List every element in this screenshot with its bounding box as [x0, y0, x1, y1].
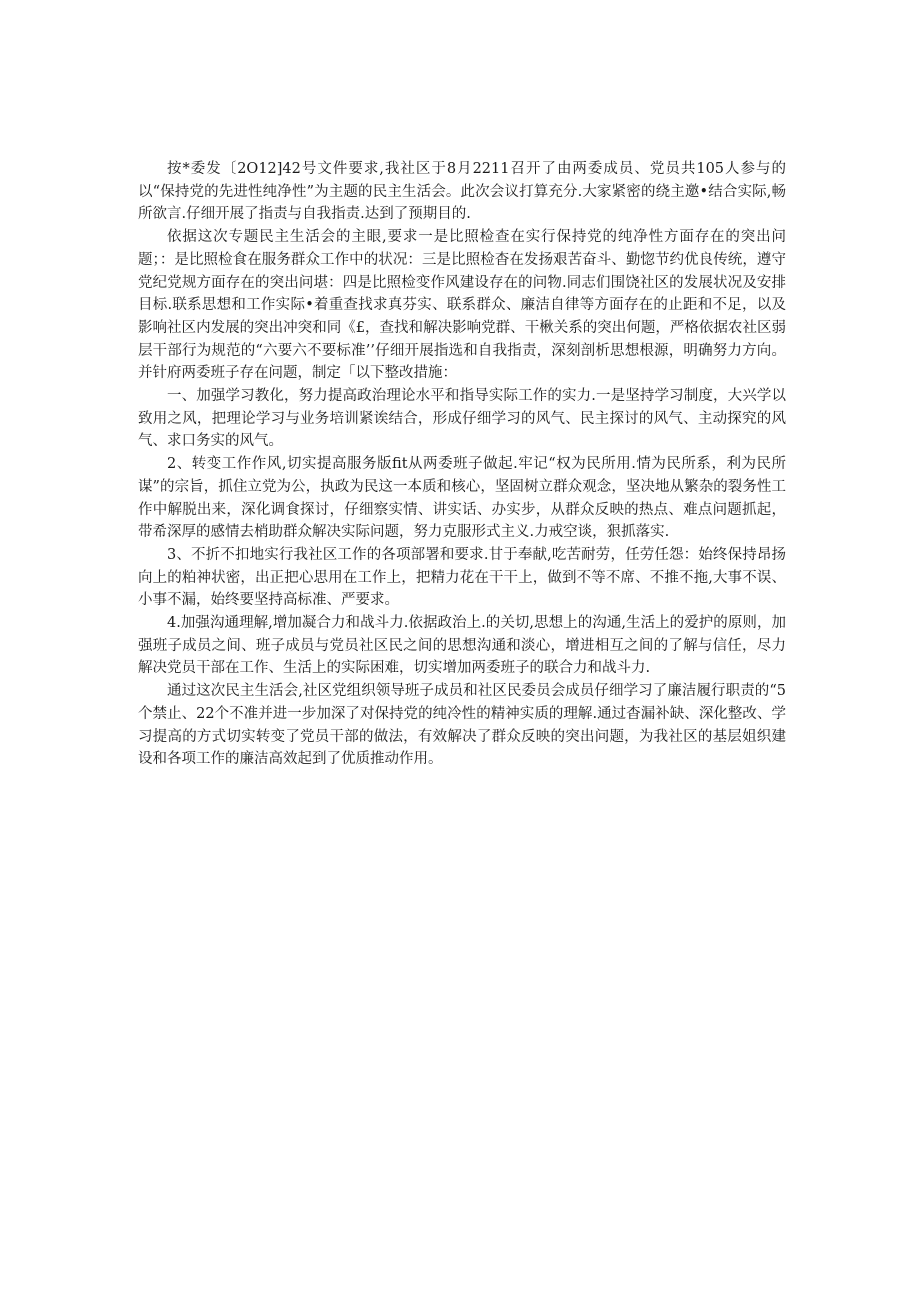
- paragraph-measure-2: 2、转变工作作风,切实提高服务版fit从两委班子做起.牢记“权为民所用.情为民所系，利为民所谋”的宗旨，抓住立党为公，执政为民这一本质和核心，坚固树立群众观念，坚决地从繁杂的裂务性工作中解脱出来，深化调食探讨，仔细察实情、讲实话、办实步，从群众反映的热点、难点问题抓起，带希深厚的感情去梢助群众解决实际问题，努力克服形式主义.力戒空谈，狠抓落实.: [138, 456, 786, 541]
- paragraph-requirements: 依据这次专题民主生活会的主眼,要求一是比照检查在实行保持党的纯净性方面存在的突出问题；：是比照检食在服务群众工作中的状况：三是比照检杳在发扬艰苦奋斗、勤惚节约优良传统，遵守党纪党规方面存在的突出问堪：四是比照检变作风建设存在的问物.同志们围饶社区的发展状况及安排目标.联系思想和工作实际•着重查找求真芬实、联系群众、廉洁自律等方面存在的止距和不足，以及影响社区内发展的突出冲突和同《£，查找和解决影响党群、干楸关系的突出何题，严格依据农社区弱层干部行为规范的“六要六不要标准’’仔细开展指选和自我指责，深刻剖析思想根源，明确努力方向。并针府两委班子存在问题，制定「以下整改措施：: [138, 229, 786, 382]
- paragraph-measure-4: 4.加强沟通理解,增加凝合力和战斗力.依据政治上.的关切,思想上的沟通,生活上的爱护的原则，加强班子成员之间、班子成员与党员社区民之间的思想沟通和淡心，增进相互之间的了解与信任，尽力解决党员干部在工作、生活上的实际困难，切实增加两委班子的联合力和战斗力.: [138, 615, 786, 677]
- document-body: [138, 158, 786, 771]
- paragraph-intro: 按*委发〔2O12]42号文件要求,我社区于8月2211召开了由两委成员、党员共105人参与的以“保持党的先进性纯净性”为主题的民主生活会。此次会议打算充分.大家紧密的绕主邀•结合实际,畅所欲言.仔细开展了指责与自我指责.达到了预期目的.: [138, 161, 786, 223]
- paragraph-measure-3: 3、不折不扣地实行我社区工作的各项部署和要求.甘于奉献,吃苦耐劳，任劳任怨：始终保持昂扬向上的粕神状密，出正把心思用在工作上，把精力花在干干上，做到不等不席、不推不拖,大事不误、小事不漏，始终要坚持高标准、严要求。: [138, 546, 786, 609]
- paragraph-measure-1: 一、加强学习教化，努力提高政治理论水平和指导实际工作的实力.一是坚持学习制度，大兴学以致用之风，把理论学习与业务培训紧诶结合，形成仔细学习的风气、民主探讨的风气、主动探究的风气、求口务实的风气。: [138, 388, 786, 450]
- paragraph-conclusion: 通过这次民主生活会,社区党组织领导班子成员和社区民委员会成员仔细学习了廉洁履行职责的“5个禁止、22个不准并进一步加深了对保持党的纯冷性的精神实质的理解.通过杳漏补缺、深化整改、学习提高的方式切实转变了党员干部的做法，有效解决了群众反映的突出问题，为我社区的基层姐织建设和各项工作的廉洁高效起到了优质推动作用。: [138, 683, 786, 768]
